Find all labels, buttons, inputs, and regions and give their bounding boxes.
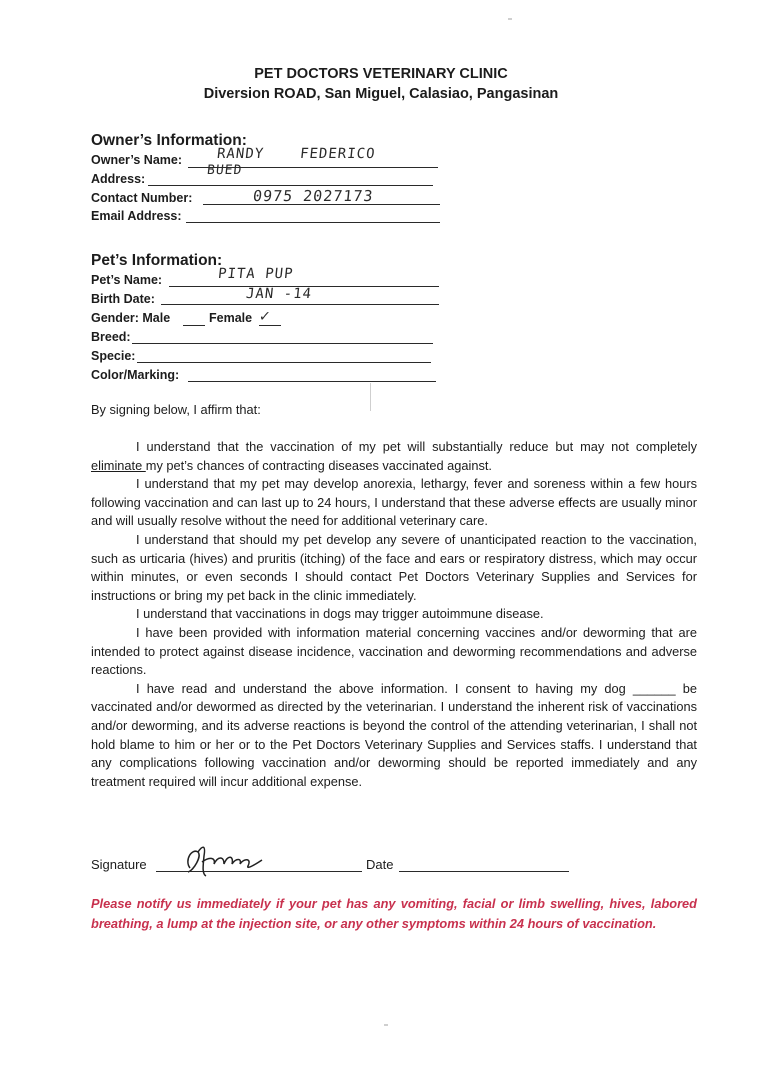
breed-line[interactable] [132,343,433,344]
address-value: BUED [206,163,244,178]
birth-date-value: JAN -14 [245,286,313,302]
pet-name-value: PITA PUP [217,266,295,282]
contact-number-value: 0975 2027173 [252,187,375,205]
clinic-name: PET DOCTORS VETERINARY CLINIC [254,66,508,82]
address-label: Address: [91,172,146,186]
affirm-paragraph-1: I understand that the vaccination of my pet will substantially reduce but may not completely eliminate my pet’s chances of contracting diseases vaccinated against. [91,439,697,473]
affirm-paragraph-5: I have been provided with information material concerning vaccines and/or deworming that are intended to protect against disease incidence, vaccination and deworming recommendations and adverse reactions. [91,624,697,678]
date-line[interactable] [399,871,569,872]
signature-label: Signature [91,857,147,872]
specie-label: Specie: [91,349,136,363]
date-label: Date [366,857,394,872]
gender-male-label: Gender: Male [91,311,171,325]
pet-name-label: Pet’s Name: [91,273,163,287]
pet-section-title: Pet’s Information: [91,252,223,269]
clinic-address: Diversion ROAD, San Miguel, Calasiao, Pangasinan [203,86,559,102]
gender-female-label: Female [209,311,253,325]
affirm-paragraph-3: I understand that should my pet develop any severe of unanticipated reaction to the vaccination, such as urticaria (hives) and pruritis (itching) of the face and ears or respiratory distress, which may occur within minutes, or even seconds I should contact Pet Doctors Veterinary Supplies and Services for instructions or bring my pet back in the clinic immediately. [91,531,697,603]
affirm-paragraph-2: I understand that my pet may develop anorexia, lethargy, fever and soreness within a few hours following vaccination and can last up to 24 hours, I understand that these adverse effects are usually minor and will usually resolve without the need for additional veterinary care. [91,476,697,529]
owner-section-title: Owner’s Information: [91,132,247,149]
email-label: Email Address: [91,209,182,223]
post-vaccination-warning: Please notify us immediately if your pet has any vomiting, facial or limb swelling, hives, labored breathing, a lump at the injection site, or any other symptoms within 24 hours of vaccination. [91,896,697,931]
owner-name-label: Owner’s Name: [91,153,183,167]
gender-female-line[interactable] [259,325,281,326]
affirm-intro: By signing below, I affirm that: [91,402,261,417]
gender-male-line[interactable] [183,325,205,326]
scan-speck [384,1024,388,1026]
handwritten-signature [172,842,282,878]
birth-date-label: Birth Date: [91,292,155,306]
color-marking-line[interactable] [188,381,436,382]
breed-label: Breed: [91,330,131,344]
color-marking-label: Color/Marking: [91,368,180,382]
affirmation-body [91,438,697,791]
affirm-paragraph-6: I have read and understand the above information. I consent to having my dog ______ be vaccinated and/or dewormed as directed by the veterinarian. I understand the inherent risk of vaccinations and/or deworming, and its adverse reactions is beyond the control of the attending veterinarian, I shall not hold blame to him or her or to the Pet Doctors Veterinary Supplies and Services staffs. I understand that any complications following vaccination and/or deworming should be reported immediately and any treatment required will incur additional expense. [91,680,697,789]
address-line[interactable] [148,185,433,186]
scan-speck [370,383,371,411]
owner-name-value-first: RANDY [216,146,265,162]
affirm-paragraph-4: I understand that vaccinations in dogs may trigger autoimmune disease. [136,606,544,622]
scan-speck [508,18,512,20]
birth-date-line[interactable] [161,304,439,305]
contact-number-label: Contact Number: [91,191,193,205]
owner-name-value-last: FEDERICO [299,146,377,162]
email-line[interactable] [186,222,440,223]
female-check-mark: ✓ [259,306,272,325]
specie-line[interactable] [137,362,431,363]
